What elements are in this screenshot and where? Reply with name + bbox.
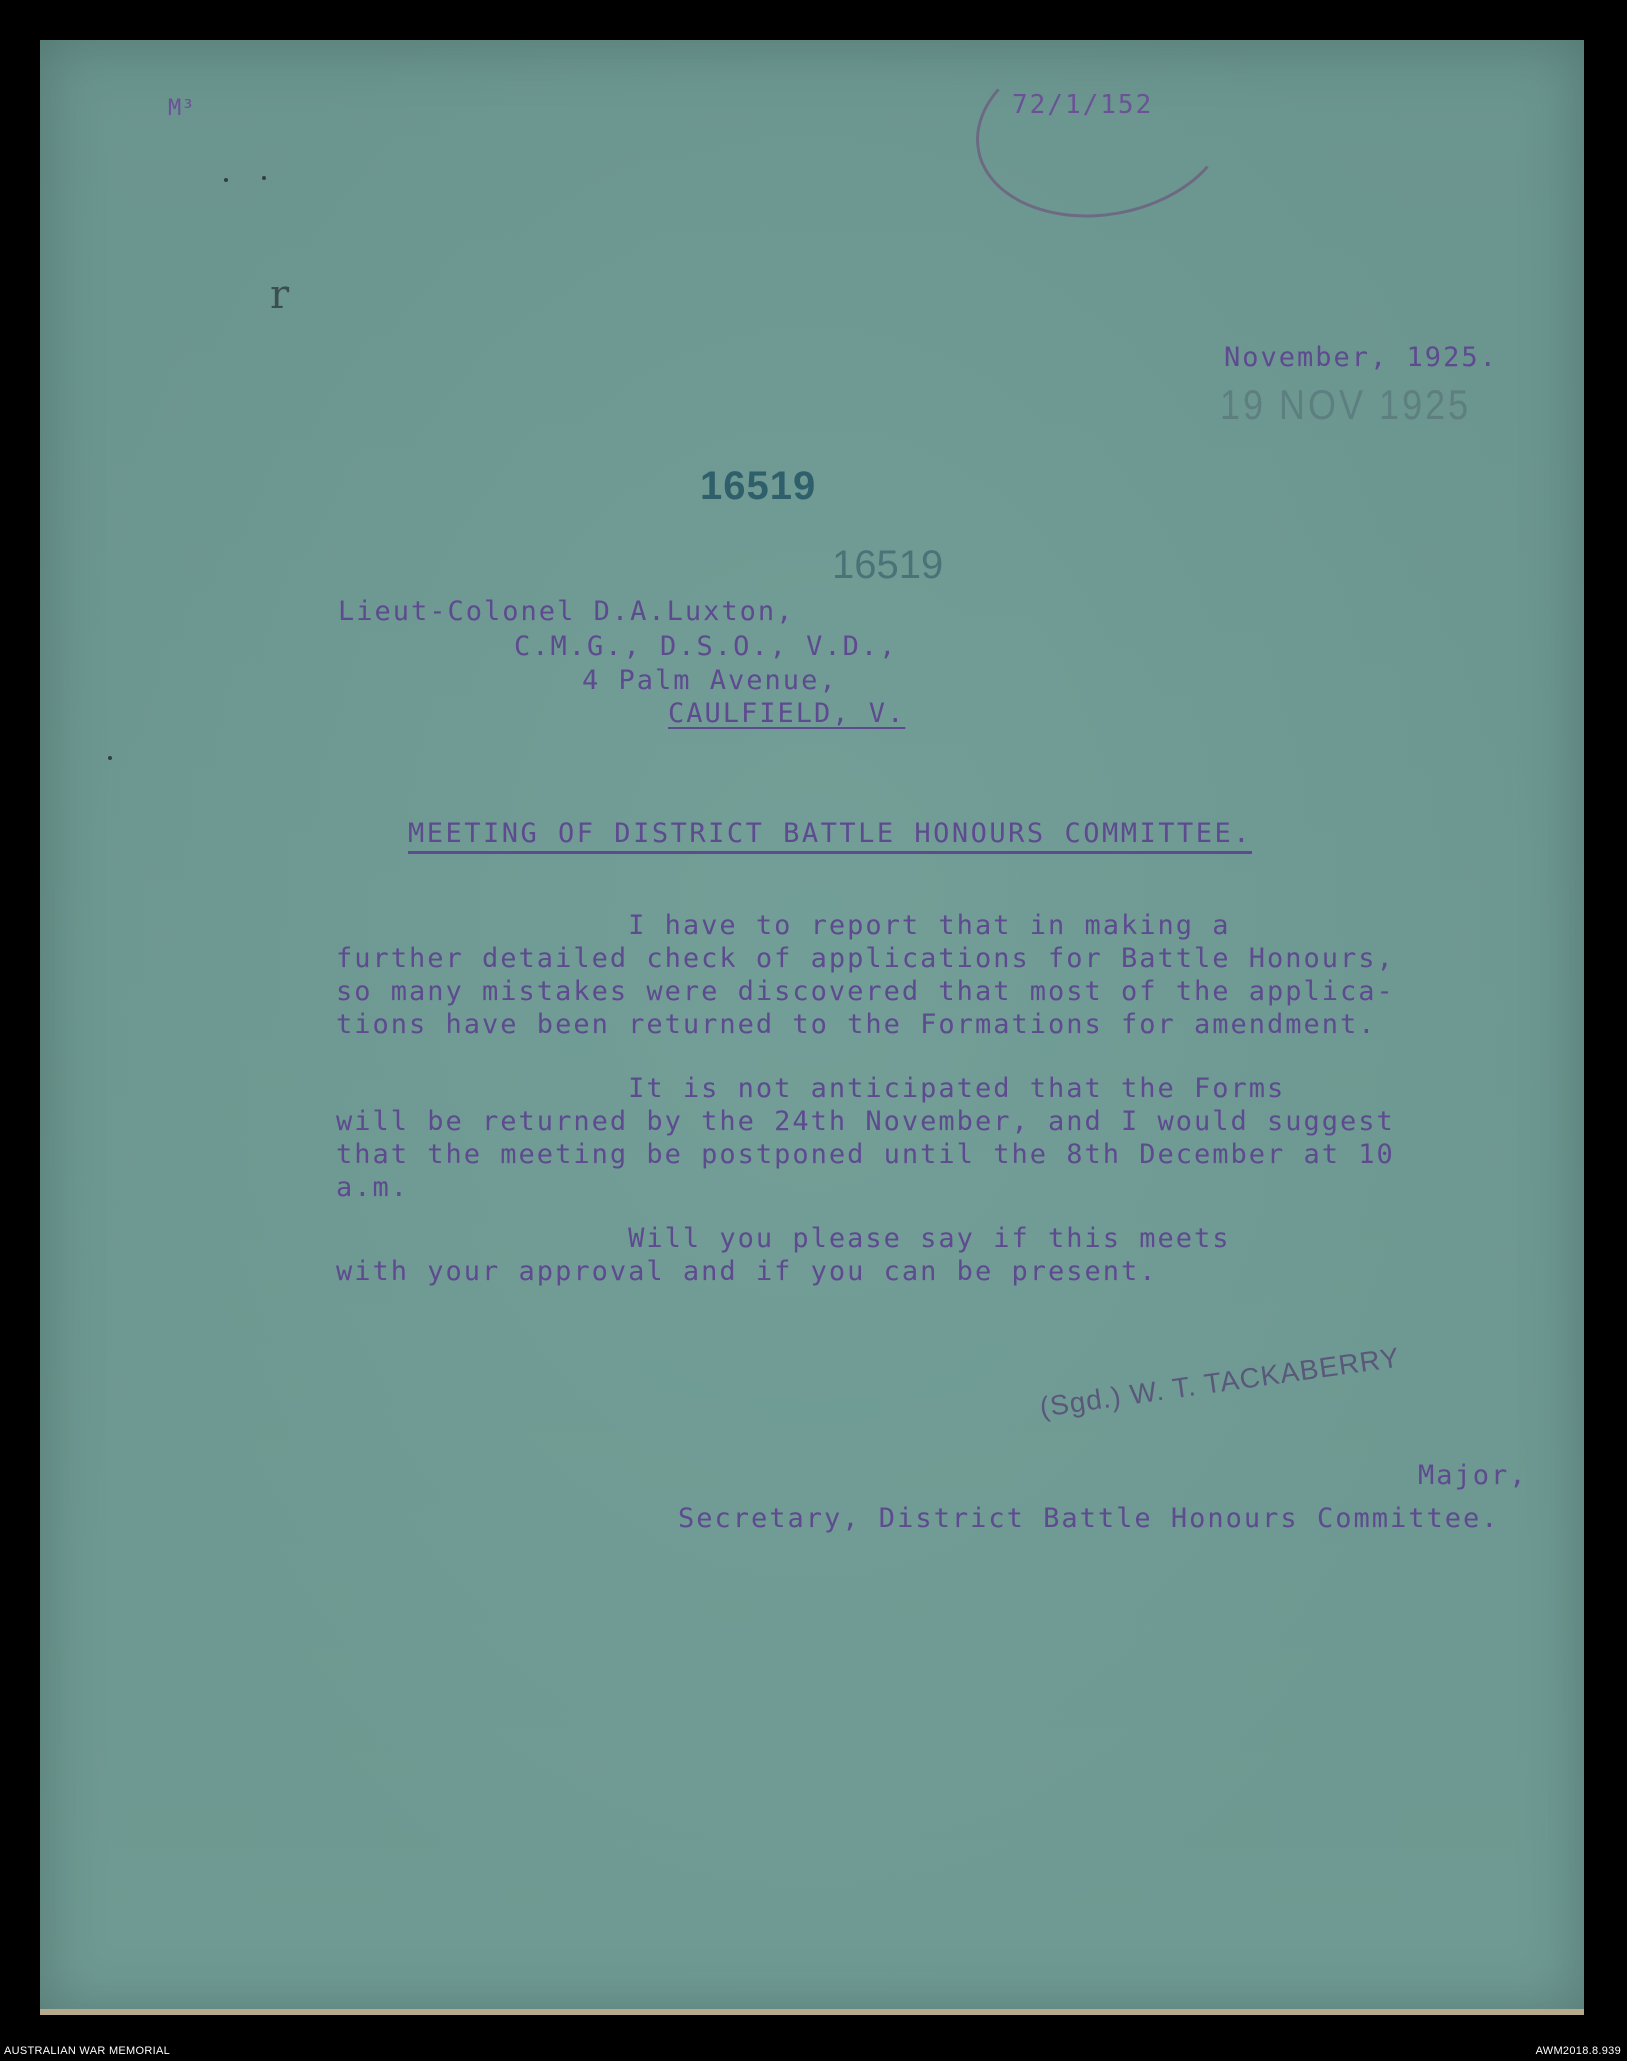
paper-speck (224, 178, 228, 182)
margin-mark: M³ (168, 96, 195, 121)
received-date-stamp: 19 NOV 1925 (1220, 380, 1472, 428)
body-paragraph: I have to report that in making a further detailed check of applications for Battle Honours, so many mistakes were discovered that most of the applica- tions have been returned to the Formations for amendment. (336, 910, 1395, 1040)
paper-speck (108, 756, 112, 760)
paper-speck (262, 176, 266, 180)
addressee-name: Lieut-Colonel D.A.Luxton, (338, 596, 795, 627)
file-reference: 72/1/152 (1012, 90, 1154, 120)
addressee-suburb: CAULFIELD, V. (668, 698, 906, 729)
handwritten-mark: r (270, 272, 290, 318)
letter-date: November, 1925. (1224, 342, 1498, 373)
signatory-rank: Major, (1418, 1460, 1528, 1491)
body-paragraph: It is not anticipated that the Forms will be returned by the 24th November, and I would suggest that the meeting be postponed until the 8th December at 10 a.m. (336, 1073, 1395, 1203)
signature-stamp: (Sgd.) W. T. TACKABERRY (1037, 1341, 1402, 1423)
registry-number-stamp: 16519 (700, 464, 817, 508)
body-paragraph: Will you please say if this meets with your approval and if you can be present. (336, 1223, 1231, 1287)
archive-item-id: AWM2018.8.939 (1535, 2045, 1621, 2057)
addressee-honours: C.M.G., D.S.O., V.D., (514, 631, 898, 662)
archive-credit: AUSTRALIAN WAR MEMORIAL (4, 2045, 171, 2057)
letter-heading: MEETING OF DISTRICT BATTLE HONOURS COMMITTEE. (408, 818, 1252, 849)
addressee-street: 4 Palm Avenue, (582, 665, 838, 696)
registry-number: 16519 (832, 543, 944, 587)
signatory-title: Secretary, District Battle Honours Committee. (678, 1503, 1500, 1534)
